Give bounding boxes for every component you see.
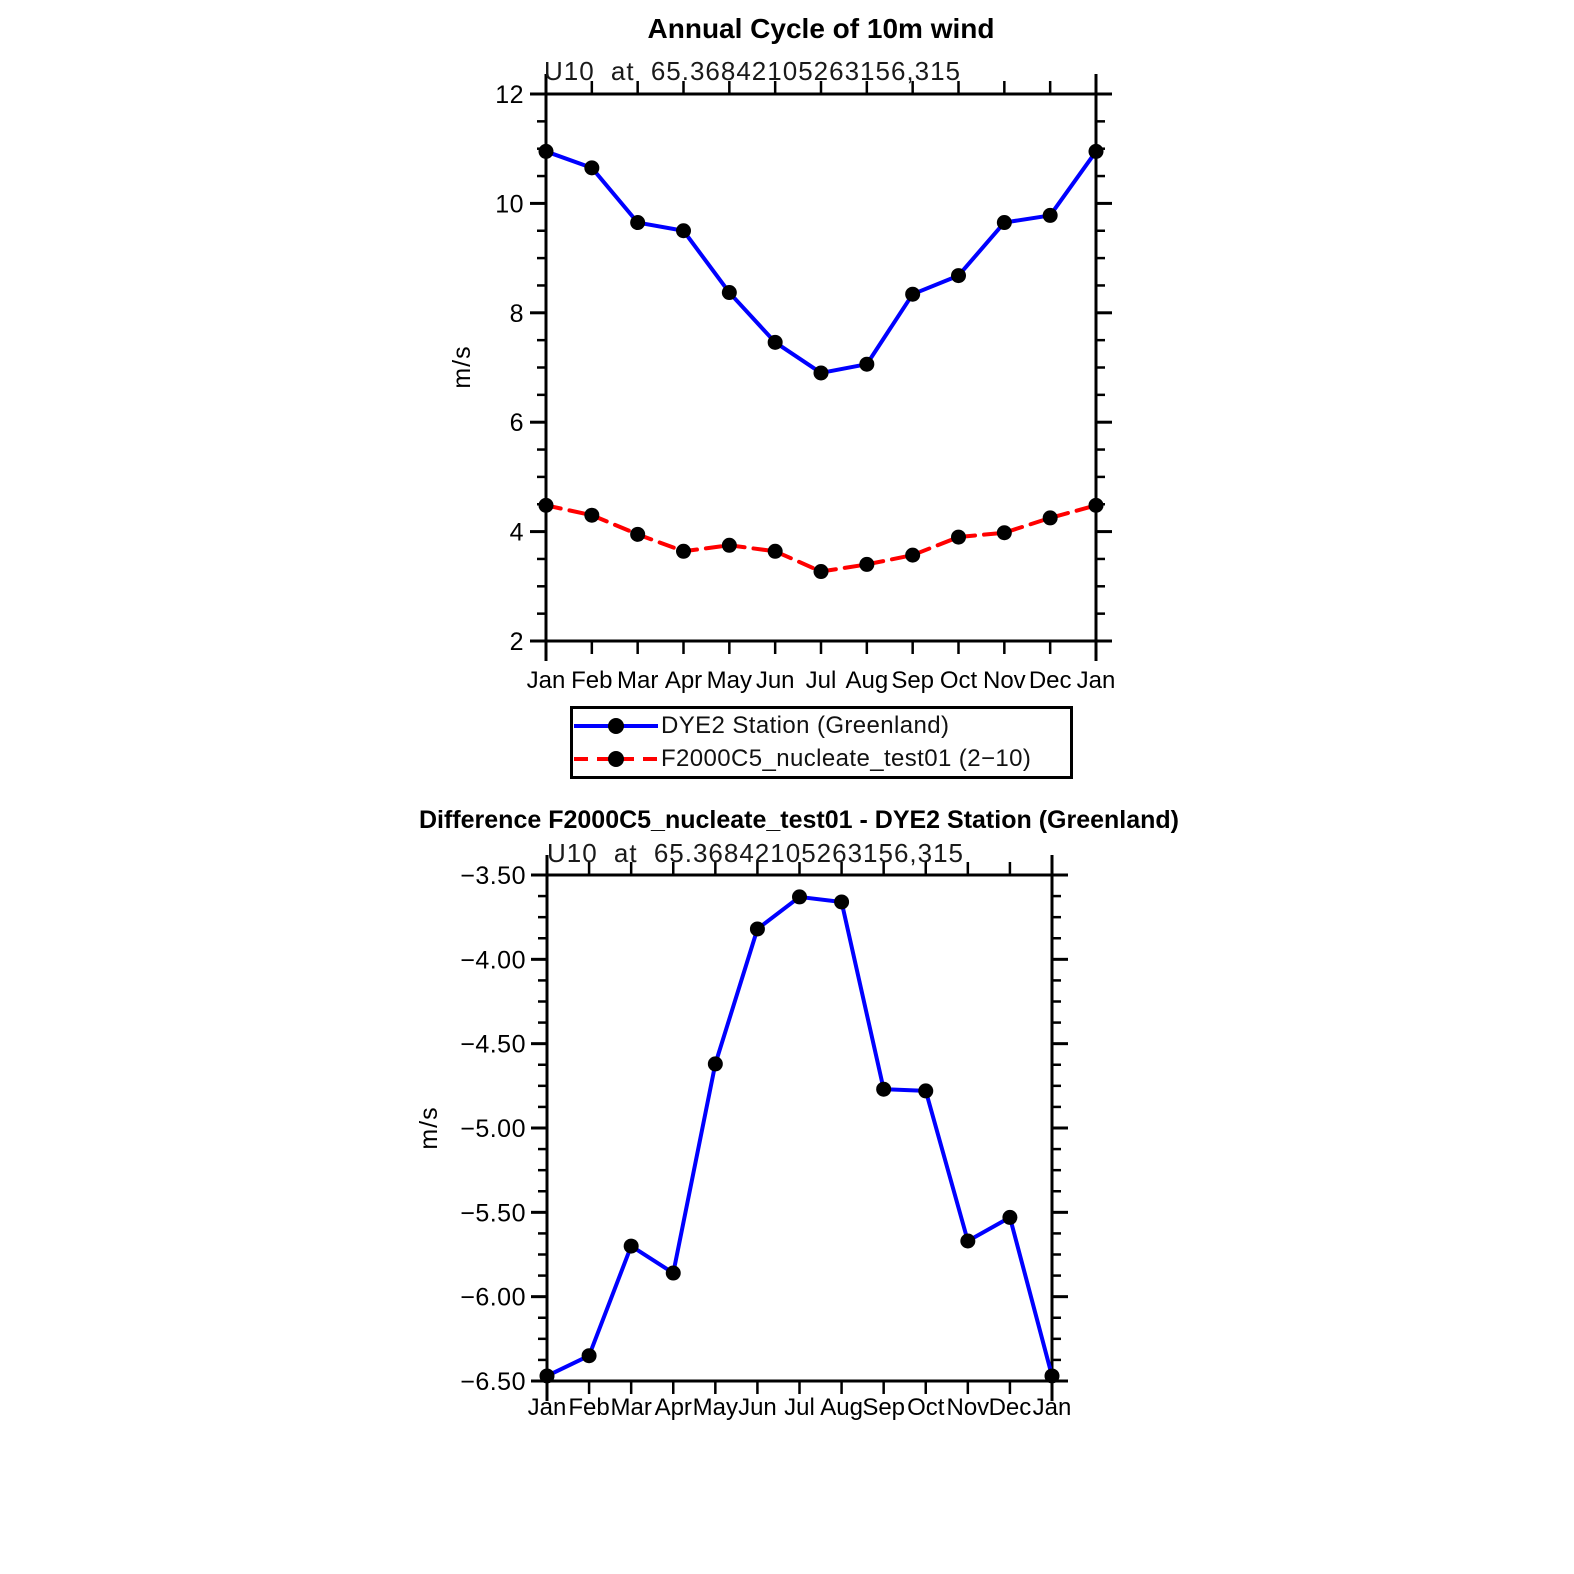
x-tick-label: Jun (738, 1394, 777, 1421)
x-tick-label: Sep (891, 667, 935, 694)
y-tick-label: 4 (509, 518, 524, 547)
bottom-chart-subtitle: U10 at 65.36842105263156,315 (547, 838, 965, 868)
series-line-solid (546, 151, 1096, 373)
x-tick-label: Feb (571, 667, 613, 694)
data-point-dot (584, 160, 599, 175)
y-tick-label: −6.50 (460, 1368, 526, 1396)
data-point-dot (960, 1234, 975, 1249)
legend-label-dye2: DYE2 Station (Greenland) (661, 711, 950, 739)
y-tick-label: −4.50 (460, 1030, 526, 1059)
data-point-dot (918, 1083, 933, 1098)
legend-box (570, 706, 1073, 779)
top-chart (495, 74, 1115, 694)
y-tick-label: −5.00 (460, 1115, 526, 1143)
x-tick-label: May (692, 1394, 739, 1421)
data-point-dot (859, 557, 874, 572)
data-point-dot (722, 538, 737, 553)
data-point-dot (1089, 498, 1104, 513)
data-point-dot (768, 544, 783, 559)
data-point-dot (676, 544, 691, 559)
data-point-dot (1043, 510, 1058, 525)
data-point-dot (768, 335, 783, 350)
data-point-dot (997, 215, 1012, 230)
data-point-dot (676, 223, 691, 238)
data-point-dot (1002, 1210, 1017, 1225)
x-tick-label: Nov (946, 1394, 990, 1421)
data-point-dot (814, 564, 829, 579)
data-point-dot (582, 1348, 597, 1363)
bottom-chart-y-axis-label: m/s (415, 1106, 443, 1150)
data-point-dot (708, 1056, 723, 1071)
x-tick-label: Mar (610, 1394, 652, 1421)
data-point-dot (1043, 208, 1058, 223)
data-point-dot (905, 287, 920, 302)
x-tick-label: Jul (805, 667, 837, 694)
x-tick-label: Jan (1032, 1394, 1072, 1421)
y-tick-label: 6 (509, 409, 524, 438)
series-line-solid (547, 897, 1052, 1376)
x-tick-label: Jan (1076, 667, 1116, 694)
x-tick-label: Apr (664, 667, 703, 694)
legend-marker-dot (608, 751, 624, 767)
y-tick-label: 2 (509, 628, 524, 656)
top-chart-subtitle: U10 at 65.36842105263156,315 (544, 56, 962, 86)
data-point-dot (666, 1266, 681, 1281)
bottom-chart (460, 855, 1071, 1421)
data-point-dot (834, 894, 849, 909)
y-tick-label: 8 (509, 299, 524, 328)
y-tick-label: −6.00 (460, 1283, 526, 1312)
x-tick-label: Feb (568, 1394, 610, 1421)
data-point-dot (905, 548, 920, 563)
top-chart-title: Annual Cycle of 10m wind (647, 13, 995, 44)
data-point-dot (540, 1368, 555, 1383)
legend-label-f2000c5: F2000C5_nucleate_test01 (2−10) (661, 745, 1032, 773)
data-point-dot (1089, 144, 1104, 159)
y-tick-label: −4.00 (460, 946, 526, 975)
bottom-chart-title: Difference F2000C5_nucleate_test01 - DYE2 Station (Greenland) (419, 806, 1179, 834)
y-tick-label: −5.50 (460, 1199, 526, 1228)
y-tick-label: 10 (495, 190, 524, 219)
top-chart-y-axis-label: m/s (448, 345, 476, 389)
data-point-dot (630, 215, 645, 230)
x-tick-label: Oct (939, 667, 978, 694)
data-point-dot (624, 1239, 639, 1254)
legend-sample-solid-blue (574, 718, 658, 734)
x-tick-label: Jun (755, 667, 795, 694)
x-tick-label: Dec (1028, 667, 1072, 694)
legend-entry-dye2-station (573, 709, 1070, 743)
x-tick-label: Dec (988, 1394, 1032, 1421)
x-tick-label: Aug (820, 1394, 863, 1421)
data-point-dot (859, 357, 874, 372)
legend-marker-dot (608, 718, 624, 734)
series-line-dashed (546, 505, 1096, 571)
x-tick-label: May (706, 667, 753, 694)
data-point-dot (876, 1082, 891, 1097)
y-tick-label: −3.50 (460, 862, 526, 890)
data-point-dot (951, 530, 966, 545)
data-point-dot (792, 889, 807, 904)
x-tick-label: Mar (616, 667, 659, 694)
x-tick-label: Jan (527, 1394, 567, 1421)
data-point-dot (1045, 1368, 1060, 1383)
x-tick-label: Sep (862, 1394, 906, 1421)
data-point-dot (630, 527, 645, 542)
data-point-dot (814, 365, 829, 380)
plot-border (547, 875, 1052, 1381)
x-tick-label: Jul (784, 1394, 815, 1421)
data-point-dot (539, 498, 554, 513)
x-tick-label: Jan (526, 667, 566, 694)
legend-entry-f2000c5 (573, 743, 1070, 777)
data-point-dot (951, 268, 966, 283)
data-point-dot (722, 285, 737, 300)
data-point-dot (997, 525, 1012, 540)
x-tick-label: Oct (907, 1394, 945, 1421)
data-point-dot (584, 508, 599, 523)
x-tick-label: Aug (845, 667, 889, 694)
data-point-dot (539, 144, 554, 159)
y-tick-label: 12 (495, 81, 524, 109)
x-tick-label: Apr (654, 1394, 692, 1421)
data-point-dot (750, 921, 765, 936)
x-tick-label: Nov (982, 667, 1026, 694)
legend-sample-dashed-red (574, 751, 658, 767)
